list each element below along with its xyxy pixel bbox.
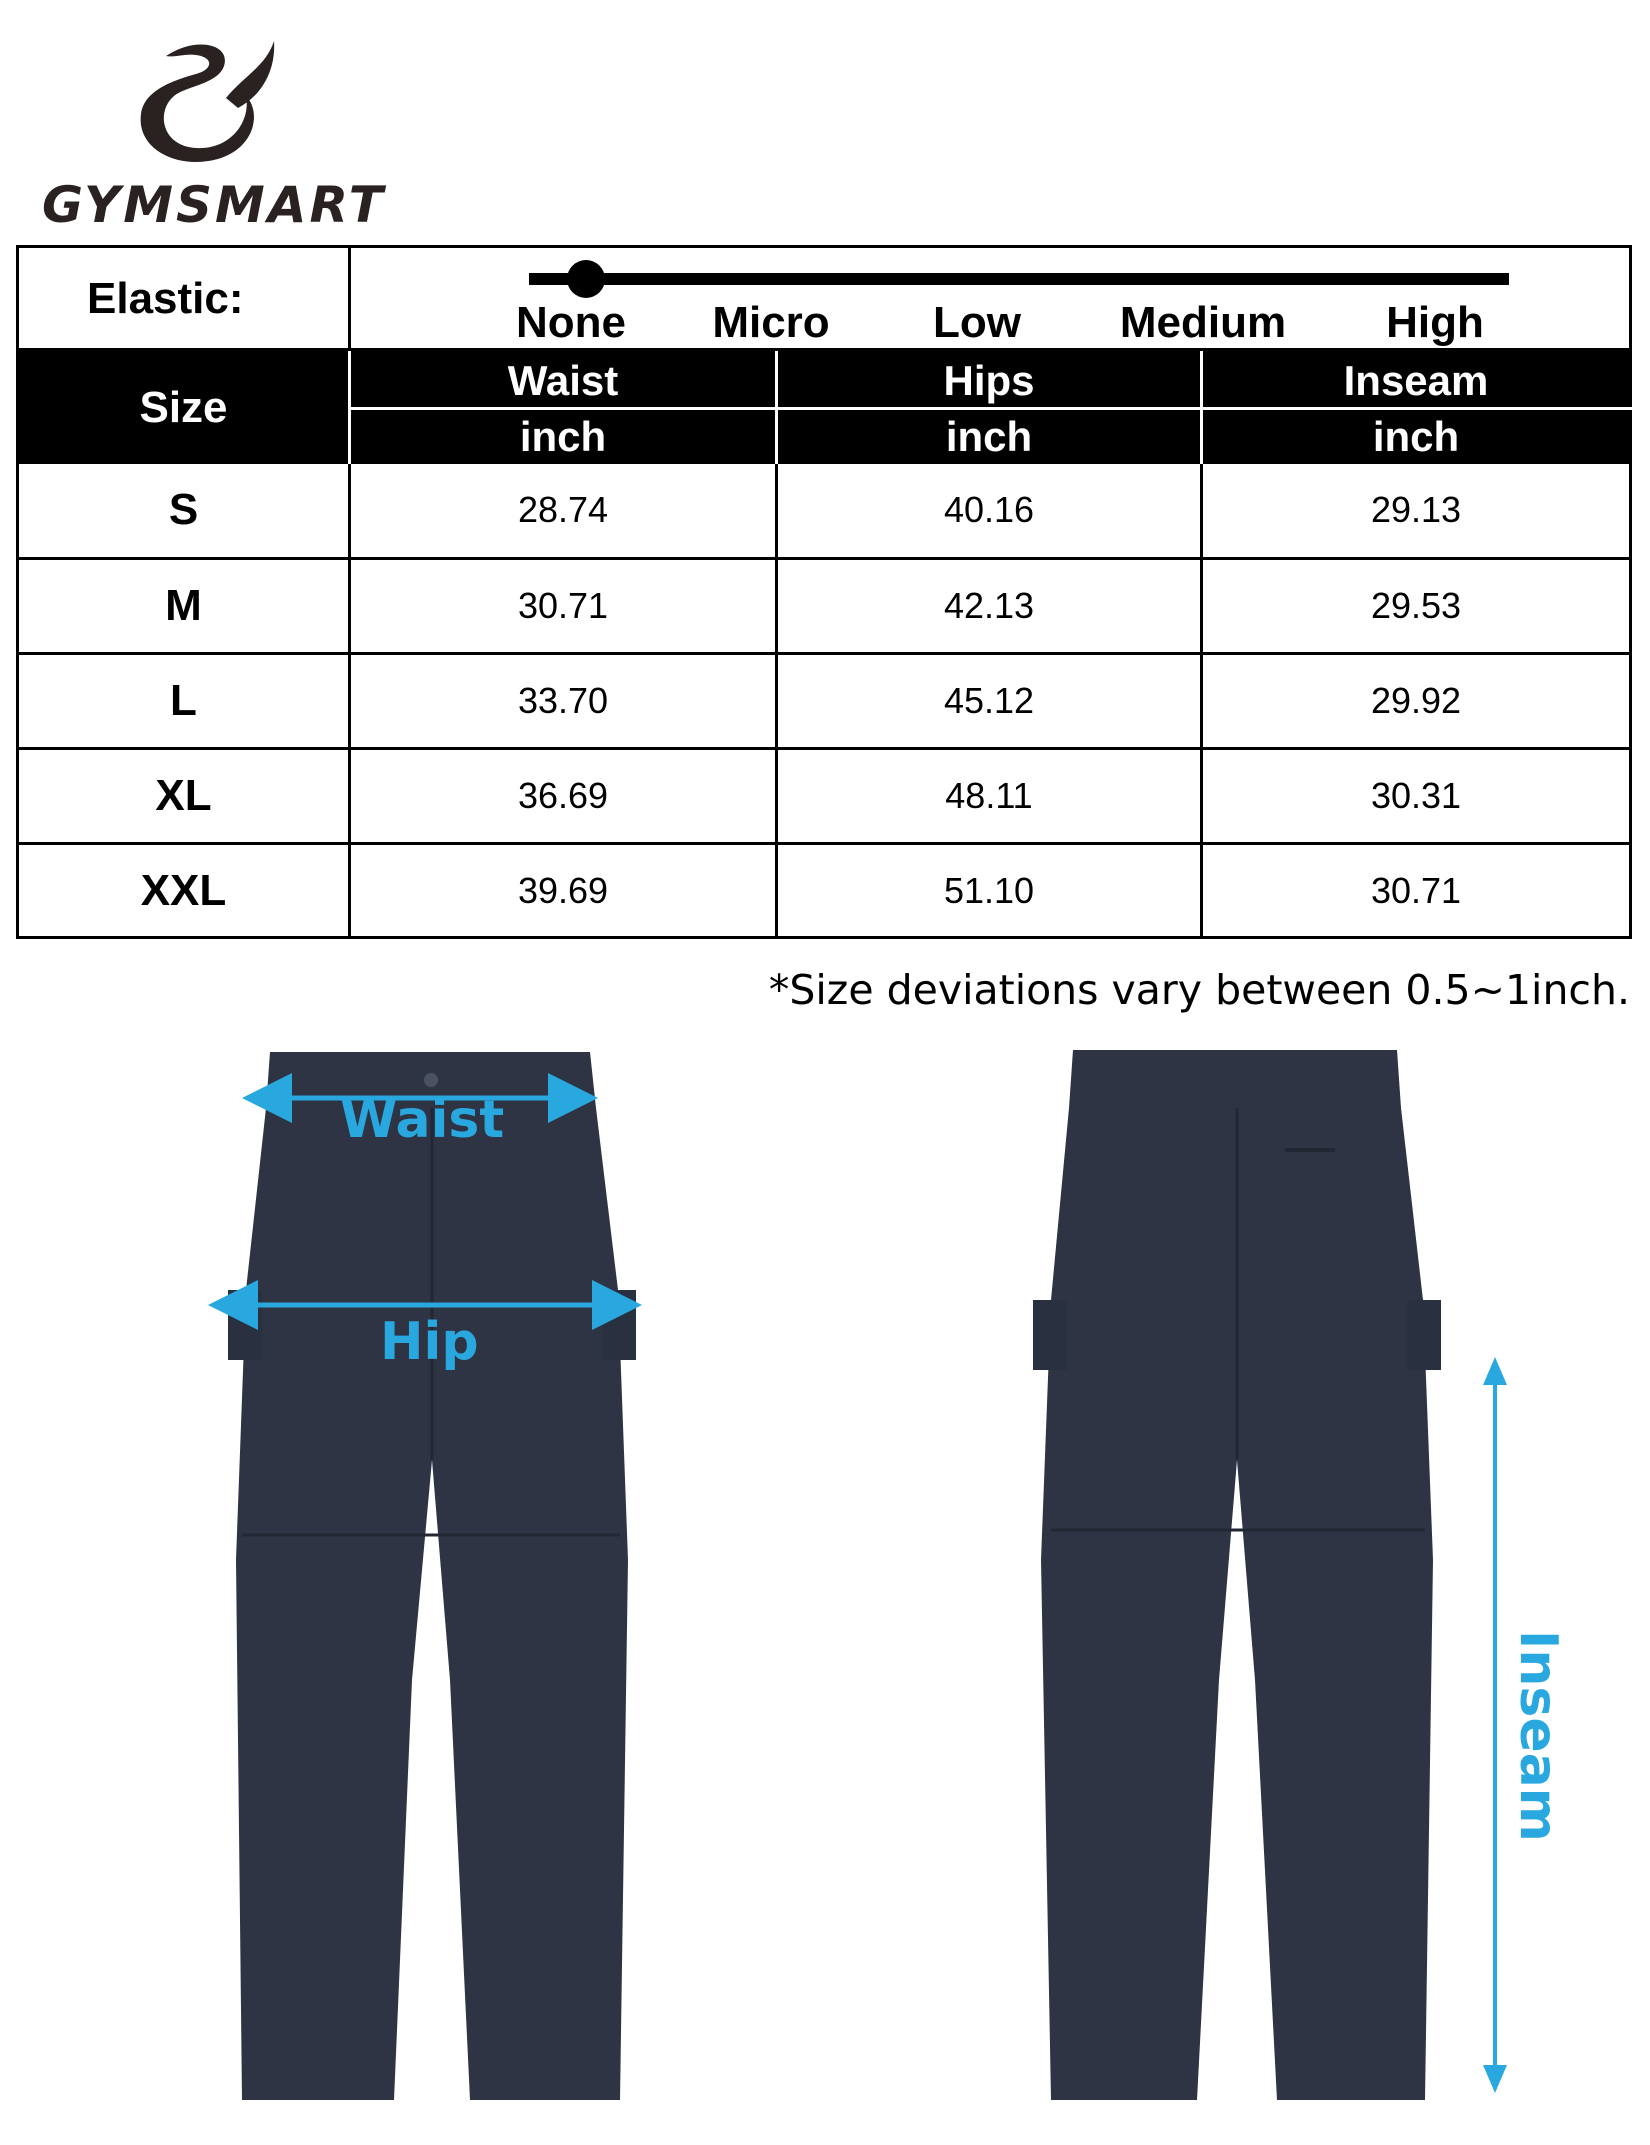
table-row [19,652,1629,746]
waist-cell: 28.74 [517,488,609,530]
waist-cell: 39.69 [517,869,609,911]
inseam-cell: 29.53 [1370,584,1462,626]
hips-cell: 42.13 [943,584,1035,626]
elastic-track [529,273,1509,285]
waist-measure-label: Waist [340,1090,505,1150]
column-header-inseam: Inseam inch [1343,357,1489,460]
size-cell: M [165,580,202,630]
elastic-option-micro: Micro [712,298,830,347]
elastic-option-high: High [1386,298,1484,347]
inseam-cell: 30.31 [1370,774,1462,816]
waist-cell: 36.69 [517,774,609,816]
table-header [19,351,1629,464]
pants-front-image [150,1040,670,2115]
column-header-hips: Hips inch [943,357,1035,460]
inseam-cell: 29.92 [1370,679,1462,721]
size-cell: XXL [140,865,227,915]
pants-back-image [1015,1040,1455,2115]
elastic-scale [19,248,1629,351]
size-cell: XL [155,770,212,820]
elastic-option-low: Low [933,298,1021,347]
table-row [19,557,1629,651]
brand-name: GYMSMART [42,176,386,234]
size-header: Size [139,382,228,432]
size-chart [16,245,1632,939]
hips-cell: 45.12 [943,679,1035,721]
waist-cell: 30.71 [517,584,609,626]
size-deviation-note: *Size deviations vary between 0.5~1inch. [768,966,1630,1014]
brand-logo [38,36,386,236]
hips-cell: 48.11 [945,774,1033,816]
hips-cell: 40.16 [943,488,1035,530]
table-row [19,464,1629,558]
inseam-cell: 30.71 [1370,869,1462,911]
swirl-logo-icon [126,36,276,166]
table-row [19,842,1629,936]
table-row [19,747,1629,841]
elastic-option-medium: Medium [1119,298,1287,347]
waist-cell: 33.70 [517,679,609,721]
size-cell: S [168,484,199,534]
hip-measure-label: Hip [380,1312,479,1372]
inseam-measure-label: Inseam [1508,1630,1568,1842]
elastic-option-none: None [516,298,626,347]
elastic-indicator [567,260,605,298]
column-header-waist: Waist inch [507,357,619,460]
inseam-cell: 29.13 [1370,488,1462,530]
size-cell: L [170,675,197,725]
hips-cell: 51.10 [943,869,1035,911]
elastic-label: Elastic: [87,274,244,323]
